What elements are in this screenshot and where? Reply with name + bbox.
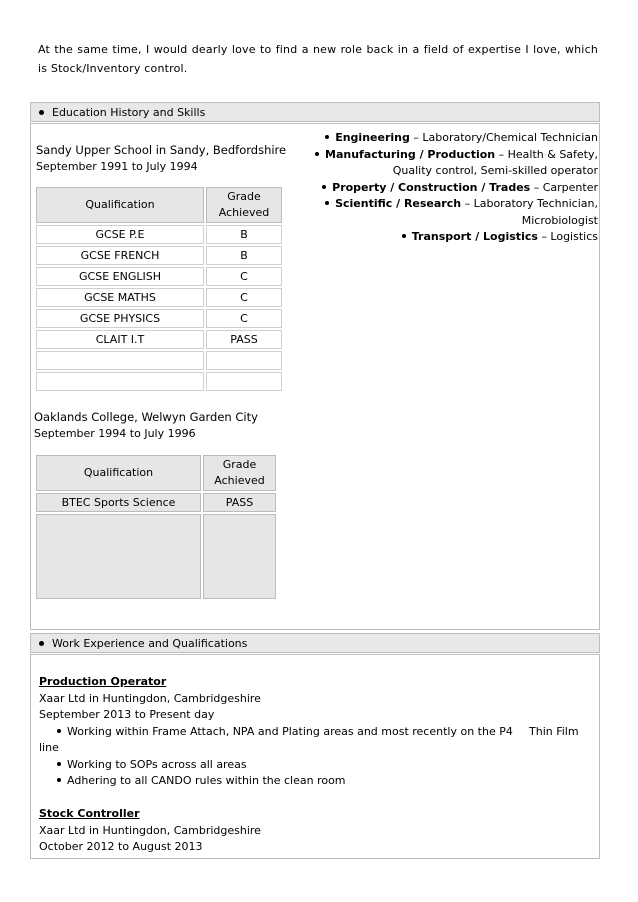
bullet-icon xyxy=(39,110,44,115)
grade-cell: PASS xyxy=(206,330,282,349)
grade-cell: B xyxy=(206,246,282,265)
table-row-empty xyxy=(36,514,276,599)
school2-dates: September 1994 to July 1996 xyxy=(34,427,196,440)
table-row xyxy=(36,330,282,349)
empty-cell xyxy=(36,514,201,599)
job1-title: Production Operator xyxy=(39,675,167,688)
work-section-header xyxy=(30,633,600,653)
bullet-icon xyxy=(57,762,61,766)
job1-bullet1: Working within Frame Attach, NPA and Plating areas and most recently on the P4 xyxy=(57,724,513,741)
job1-bullet1-wrap: line xyxy=(39,741,59,754)
sector-item-scientific: Scientific / Research – Laboratory Technician, xyxy=(315,196,598,213)
table-row xyxy=(36,267,282,286)
table-row xyxy=(36,493,276,512)
job1-bullet2: Working to SOPs across all areas xyxy=(57,757,247,774)
sector-item-transport: Transport / Logistics – Logistics xyxy=(315,229,598,246)
table-row xyxy=(36,288,282,307)
table-row-empty xyxy=(36,372,282,391)
qualification-cell: BTEC Sports Science xyxy=(36,493,201,512)
qualification-cell: GCSE PHYSICS xyxy=(36,309,204,328)
empty-cell xyxy=(206,372,282,391)
grade-cell: C xyxy=(206,267,282,286)
education-section-header xyxy=(30,102,600,122)
grade-cell: C xyxy=(206,288,282,307)
bullet-icon xyxy=(57,729,61,733)
qualification-cell: GCSE P.E xyxy=(36,225,204,244)
bullet-icon xyxy=(57,778,61,782)
table-row xyxy=(36,225,282,244)
sector-item-property: Property / Construction / Trades – Carpenter xyxy=(315,180,598,197)
empty-cell xyxy=(36,351,204,370)
job1 xyxy=(39,674,261,724)
school2-grades-table xyxy=(34,453,278,601)
qualification-cell: CLAIT I.T xyxy=(36,330,204,349)
grade-cell: B xyxy=(206,225,282,244)
job1-dates: September 2013 to Present day xyxy=(39,708,215,721)
qualification-cell: GCSE ENGLISH xyxy=(36,267,204,286)
qualification-cell: GCSE FRENCH xyxy=(36,246,204,265)
bullet-icon xyxy=(315,152,319,156)
bullet-icon xyxy=(322,185,326,189)
empty-cell xyxy=(206,351,282,370)
bullet-icon xyxy=(325,201,329,205)
intro-paragraph: At the same time, I would dearly love to find a new role back in a field of expertise I love, which is Stock/Inventory control. xyxy=(38,43,598,75)
job1-bullet1-cont: Thin Film xyxy=(529,725,579,738)
qualification-header: Qualification xyxy=(36,455,201,491)
school2-name: Oaklands College, Welwyn Garden City xyxy=(34,410,258,424)
job2-company: Xaar Ltd in Huntingdon, Cambridgeshire xyxy=(39,823,261,837)
grade-cell: PASS xyxy=(203,493,276,512)
grade-cell: C xyxy=(206,309,282,328)
job1-bullet3: Adhering to all CANDO rules within the clean room xyxy=(57,773,346,790)
sector-item-manufacturing: Manufacturing / Production – Health & Safety, xyxy=(315,147,598,164)
sector-list xyxy=(315,130,598,246)
table-row-empty xyxy=(36,351,282,370)
school1-name: Sandy Upper School in Sandy, Bedfordshire xyxy=(36,143,287,157)
qualification-header: Qualification xyxy=(36,187,204,223)
grade-header: Grade Achieved xyxy=(206,187,282,223)
sector-item-manufacturing-cont: Quality control, Semi-skilled operator xyxy=(392,164,598,177)
bullet-icon xyxy=(402,234,406,238)
empty-cell xyxy=(203,514,276,599)
bullet-icon xyxy=(325,135,329,139)
sector-item-scientific-cont: Microbiologist xyxy=(521,213,598,227)
table-header-row xyxy=(36,455,276,491)
sector-item-engineering: Engineering – Laboratory/Chemical Technician xyxy=(315,130,598,147)
qualification-cell: GCSE MATHS xyxy=(36,288,204,307)
table-row xyxy=(36,246,282,265)
education-heading: Education History and Skills xyxy=(52,106,206,119)
job2-dates: October 2012 to August 2013 xyxy=(39,840,203,853)
table-row xyxy=(36,309,282,328)
job2 xyxy=(39,806,261,856)
job1-company: Xaar Ltd in Huntingdon, Cambridgeshire xyxy=(39,691,261,705)
school1-grades-table xyxy=(34,185,284,393)
work-heading: Work Experience and Qualifications xyxy=(52,637,248,650)
job2-title: Stock Controller xyxy=(39,807,140,820)
grade-header: Grade Achieved xyxy=(203,455,276,491)
table-header-row xyxy=(36,187,282,223)
bullet-icon xyxy=(39,641,44,646)
empty-cell xyxy=(36,372,204,391)
school1-dates: September 1991 to July 1994 xyxy=(36,160,198,173)
